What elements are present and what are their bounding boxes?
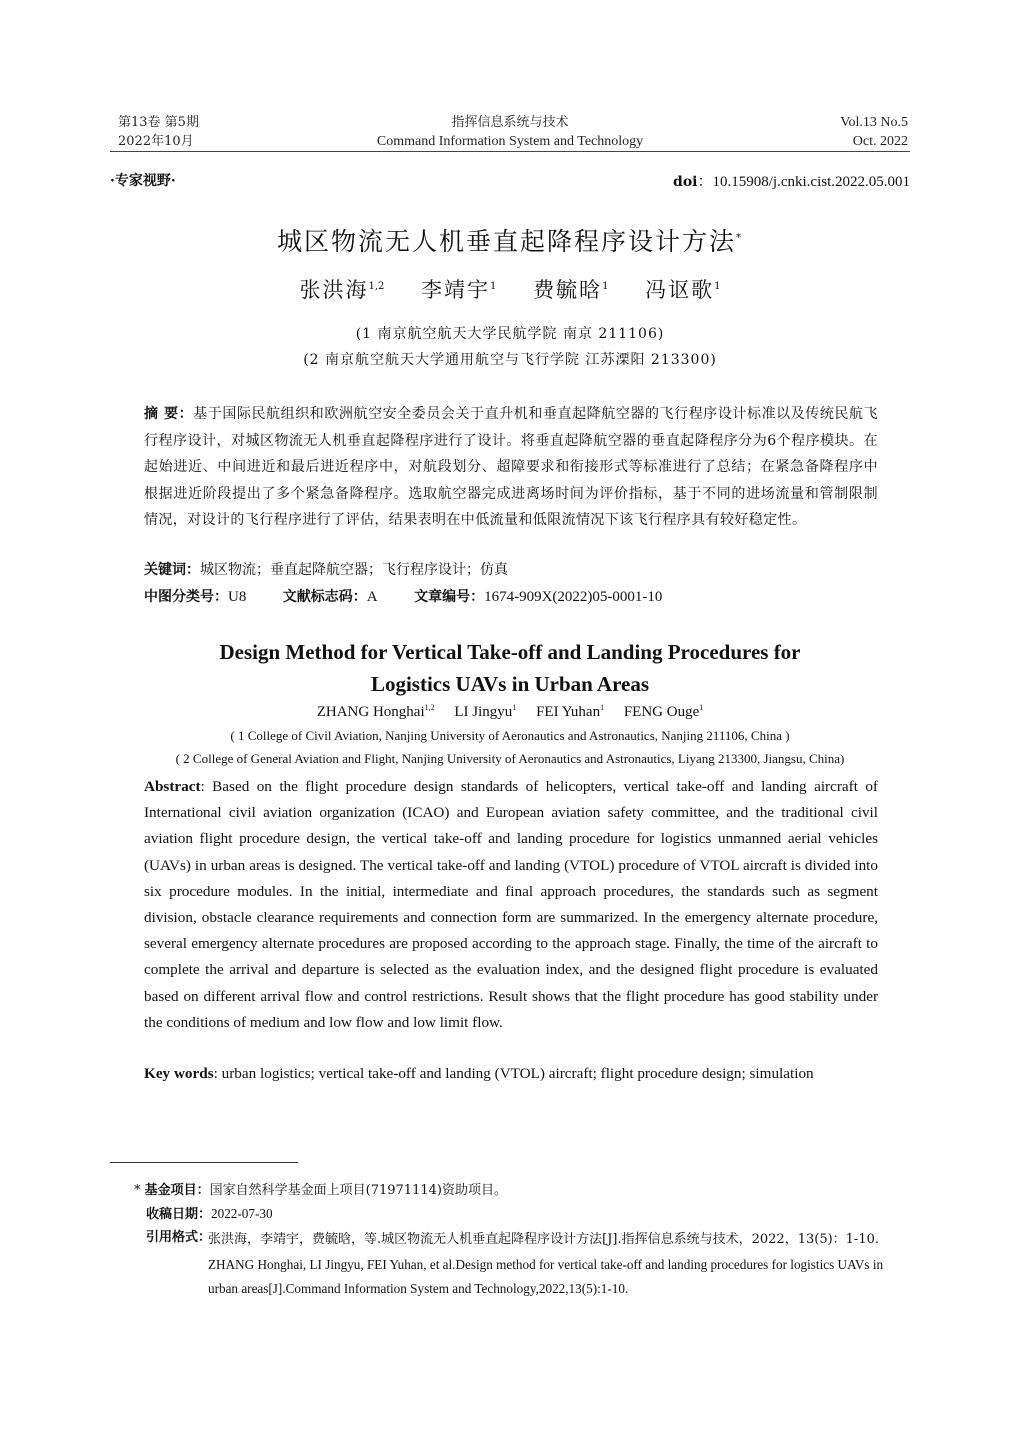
header-volume-issue: 第13卷 第5期: [118, 115, 199, 130]
affiliation-en-1: ( 1 College of Civil Aviation, Nanjing University of Aeronautics and Astronautics, Nanjing 211106, China ): [230, 728, 790, 743]
fund-label: 基金项目：: [144, 1183, 210, 1198]
cite-label: 引用格式：: [146, 1230, 212, 1245]
keywords-en-text: urban logistics; vertical take-off and landing (VTOL) aircraft; flight procedure design; simulation: [221, 1065, 814, 1082]
abstract-en-text: Based on the flight procedure design standards of helicopters, vertical take-off and landing aircraft of International civil aviation organization (ICAO) and European aviation safety committee, and the traditional civil aviation flight procedure design, the vertical take-off and landing procedure for logistics unmanned aerial vehicles (UAVs) in urban areas is designed. The vertical take-off and landing (VTOL) procedure of VTOL aircraft is divided into six procedure modules. In the initial, intermediate and final approach procedures, the standards such as segment division, obstacle clearance requirements and connection form are summarized. In the emergency alternate procedure, several emergency alternate procedures are proposed according to the approach stage. Finally, the time of the aircraft to complete the arrival and departure is selected as the evaluation index, and the designed flight procedure is evaluated based on different arrival flow and control restrictions. Result shows that the flight procedure has good stability under the conditions of medium and low flow and low limit flow.: [144, 778, 878, 1031]
author-cn: 李靖宇$^1$: [421, 278, 497, 302]
doi-value[interactable]: ：10.15908/j.cnki.cist.2022.05.001: [697, 174, 910, 190]
keywords-cn-label: 关键词：: [144, 562, 200, 578]
doi-label: doi: [673, 174, 698, 190]
affiliation-cn-2: (2 南京航空航天大学通用航空与飞行学院 江苏溧阳 213300): [303, 352, 717, 368]
author-cn: 张洪海$^{1,2}$: [299, 278, 385, 302]
header-journal-en: Command Information System and Technology: [376, 134, 644, 149]
abstract-en-label: Abstract: [144, 778, 201, 795]
author-list-cn: [0, 274, 1020, 304]
title-en-line-1: Design Method for Vertical Take-off and Landing Procedures for: [219, 640, 801, 664]
keywords-en: Key words: urban logistics; vertical take-off and landing (VTOL) aircraft; flight procedure design; simulation: [144, 1065, 814, 1082]
paper-title-en: [0, 636, 1020, 700]
header-rule: [110, 151, 910, 152]
article-number: 文章编号：1674-909X(2022)05-0001-10: [414, 589, 663, 605]
author-en: FEI Yuhan$^1$: [536, 703, 605, 720]
title-footnote-mark: *: [736, 232, 743, 244]
doi: [673, 170, 910, 191]
author-en: LI Jingyu$^1$: [454, 703, 517, 720]
footnote-received: [146, 1204, 273, 1225]
author-en: FENG Ouge$^1$: [623, 703, 704, 720]
keywords-cn-text: 城区物流；垂直起降航空器；飞行程序设计；仿真: [200, 562, 508, 578]
abstract-cn-label: 摘 要：: [144, 406, 194, 422]
affiliation-cn-1: (1 南京航空航天大学民航学院 南京 211106): [355, 326, 665, 342]
keywords-cn: [144, 559, 508, 579]
author-cn: 费毓晗$^1$: [533, 278, 609, 302]
footnote-fund: [134, 1181, 507, 1201]
document-code: 文献标志码：A: [282, 589, 378, 605]
header-vol-no: Vol.13 No.5: [840, 115, 908, 130]
affiliation-en-2: ( 2 College of General Aviation and Flight, Nanjing University of Aeronautics and Astronautics, Liyang 213300, Jiangsu, China): [175, 751, 845, 766]
header-journal-cn: 指挥信息系统与技术: [451, 115, 569, 130]
title-cn-text: 城区物流无人机垂直起降程序设计方法: [276, 227, 736, 256]
cite-en: ZHANG Honghai, LI Jingyu, FEI Yuhan, et al.Design method for vertical take-off and landing procedures for logistics UAVs in urban areas[J].Command Information System and Technology,2022,13(5):1-10.: [208, 1257, 884, 1296]
fund-text: 国家自然科学基金面上项目(71971114)资助项目。: [209, 1183, 507, 1198]
footnote-citation: [146, 1228, 912, 1301]
footnote-rule: [110, 1162, 298, 1163]
classification-line: [144, 586, 694, 606]
author-cn: 冯讴歌$^1$: [645, 278, 721, 302]
author-en: ZHANG Honghai$^{1,2}$: [316, 703, 435, 720]
header-date: 2022年10月: [118, 134, 194, 149]
author-list-en: [0, 703, 1020, 721]
abstract-en: Abstract: Based on the flight procedure design standards of helicopters, vertical take-off and landing aircraft of International civil aviation organization (ICAO) and European aviation safety committee, and the traditional civil aviation flight procedure design, the vertical take-off and landing procedure for logistics unmanned aerial vehicles (UAVs) in urban areas is designed. The vertical take-off and landing (VTOL) procedure of VTOL aircraft is divided into six procedure modules. In the initial, intermediate and final approach procedures, the standards such as segment division, obstacle clearance requirements and connection form are summarized. In the emergency alternate procedure, several emergency alternate procedures are proposed according to the approach stage. Finally, the time of the aircraft to complete the arrival and departure is selected as the evaluation index, and the designed flight procedure is evaluated based on different arrival flow and control restrictions. Result shows that the flight procedure has good stability under the conditions of medium and low flow and low limit flow.: [144, 778, 878, 1031]
received-date: 2022-07-30: [211, 1206, 273, 1221]
title-en-line-2: Logistics UAVs in Urban Areas: [370, 672, 650, 696]
fund-mark: *: [134, 1183, 141, 1198]
abstract-cn: [144, 401, 878, 534]
clc-number: 中图分类号：U8: [144, 589, 247, 605]
header-month-year: Oct. 2022: [852, 134, 908, 149]
paper-title-cn: [0, 222, 1020, 258]
abstract-cn-text: 基于国际民航组织和欧洲航空安全委员会关于直升机和垂直起降航空器的飞行程序设计标准以及传统民航飞行程序设计，对城区物流无人机垂直起降程序进行了设计。将垂直起降航空器的垂直起降程序分为6个程序模块。在起始进近、中间进近和最后进近程序中，对航段划分、超障要求和衔接形式等标准进行了总结；在紧急备降程序中根据进近阶段提出了多个紧急备降程序。选取航空器完成进离场时间为评价指标，基于不同的进场流量和管制限制情况，对设计的飞行程序进行了评估，结果表明在中低流量和低限流情况下该飞行程序具有较好稳定性。: [144, 406, 878, 528]
received-label: 收稿日期：: [146, 1207, 212, 1222]
cite-cn: 张洪海，李靖宇，费毓晗，等.城区物流无人机垂直起降程序设计方法[J].指挥信息系统与技术，2022，13(5)：1-10.: [208, 1232, 879, 1247]
keywords-en-label: Key words: [144, 1065, 214, 1082]
section-tag: ·专家视野·: [110, 173, 176, 189]
